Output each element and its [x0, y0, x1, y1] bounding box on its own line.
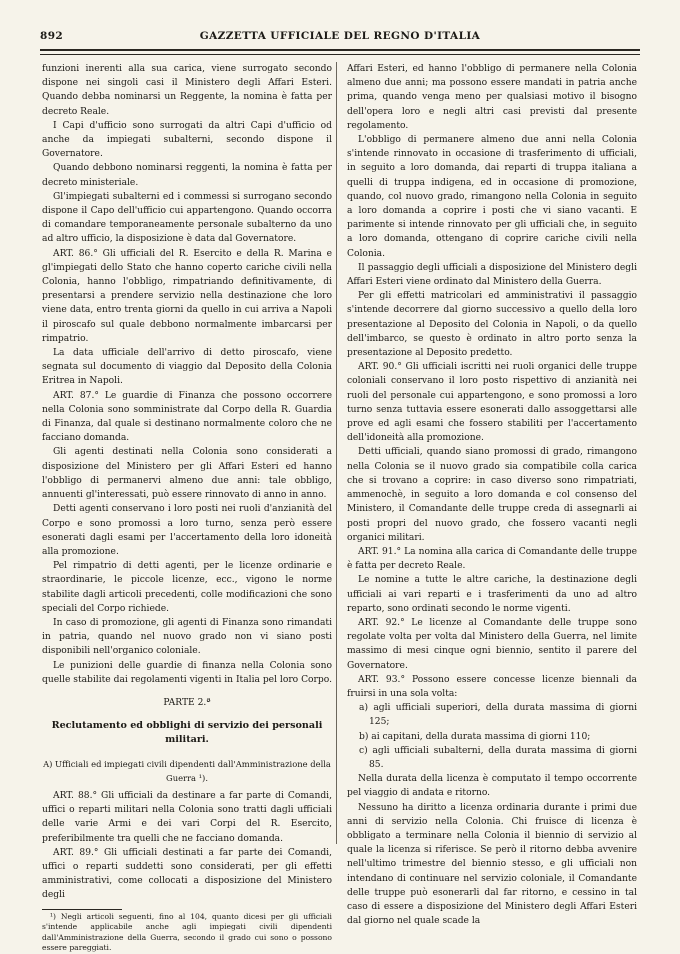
page-number: 892 — [40, 30, 64, 42]
paragraph: I Capi d'ufficio sono surrogati da altri Capi d'ufficio od anche da impiegati subalterni, secondo dispone il Governatore. — [42, 120, 332, 160]
paragraph: funzioni inerenti alla sua carica, viene surrogato secondo dispone nei singoli casi il Ministero degli Affari Esteri. Quando debba nominarsi un Reggente, la nomina è fatta per decreto Reale. — [42, 64, 332, 117]
article-91: ART. 91.° La nomina alla carica di Comandante delle truppe è fatta per decreto Reale. — [347, 546, 637, 572]
article-87: ART. 87.° Le guardie di Finanza che possono occorrere nella Colonia sono somministrate dal Corpo della R. Guardia di Finanza, dal quale si destinano normalmente coloro che ne facciano domanda. — [42, 390, 332, 444]
paragraph: In caso di promozione, gli agenti di Finanza sono rimandati in patria, quando nel nuovo grado non vi siano posti disponibili nell'organico coloniale. — [42, 617, 332, 657]
article-93: ART. 93.° Possono essere concesse licenze biennali da fruirsi in una sola volta: — [347, 674, 637, 699]
paragraph: Nella durata della licenza è computato il tempo occorrente pel viaggio di andata e ritorno. — [347, 774, 637, 799]
article-86: ART. 86.° Gli ufficiali del R. Esercito e della R. Marina e gl'impiegati dello Stato che hanno coperto cariche civili nella Colonia, hanno l'obbligo, rimpatriando definitivamente, di presentarsi a prendere servizio nella destinazione che loro viene data, entro trenta giorni da quello in cui arriva a Napoli il piroscafo sul quale debbono normalmente imbarcarsi per rimpatrio. — [42, 248, 332, 344]
footnote-rule — [42, 909, 122, 910]
footnote: ¹) Negli articoli seguenti, fino al 104, quanto dicesi per gli ufficiali s'intende applicabile anche agli impiegati civili dipendenti dall'Amministrazione della Guerra, secondo il grado cui sono o possono essere pareggiati. — [42, 911, 332, 953]
paragraph: Il passaggio degli ufficiali a disposizione del Ministero degli Affari Esteri viene ordinato dal Ministero della Guerra. — [347, 262, 637, 288]
paragraph: Per gli effetti matricolari ed amministrativi il passaggio s'intende decorrere dal giorno successivo a quello della loro presentazione al Deposito del Colonia in Napoli, o da quello dell'imbarco, se questo è ordinato in altro porto senza la presentazione al Deposito predetto. — [347, 291, 637, 359]
header-rule-thin — [40, 54, 640, 55]
part-title: PARTE 2.ª — [163, 697, 211, 708]
article-88: ART. 88.° Gli ufficiali da destinare a far parte di Comandi, uffici o reparti militari nella Colonia sono tratti dagli ufficiali delle varie Armi e dei vari Corpi del R. Esercito, preferibilmente tra quelli che ne facciano domanda. — [42, 790, 332, 844]
paragraph: Affari Esteri, ed hanno l'obbligo di permanere nella Colonia almeno due anni; ma possono essere mandati in patria anche prima, quando venga meno per qualsiasi motivo il bisogno dell'opera loro e negli altri casi previsti dal presente regolamento. — [347, 64, 637, 131]
paragraph: Gli agenti destinati nella Colonia sono considerati a disposizione del Ministero per gli Affari Esteri ed hanno l'obbligo di permanervi almeno due anni: tale obbligo, annuenti gl'interessati, può essere rinnovato di anno in anno. — [42, 447, 332, 501]
article-89: ART. 89.° Gli ufficiali destinati a far parte dei Comandi, uffici o reparti suddetti sono considerati, per gli effetti amministrativi, come collocati a disposizione del Ministero degli — [42, 847, 332, 901]
gazette-title: GAZZETTA UFFICIALE DEL REGNO D'ITALIA — [199, 30, 481, 42]
article-92: ART. 92.° Le licenze al Comandante delle truppe sono regolate volta per volta dal Ministero della Guerra, nel limite massimo di mesi cinque ogni biennio, sentito il parere del Governatore. — [347, 617, 637, 671]
paragraph: Pel rimpatrio di detti agenti, per le licenze ordinarie e straordinarie, le piccole licenze, ecc., vigono le norme stabilite dagli articoli precedenti, colle modificazioni che sono speciali del Corpo richiede. — [42, 561, 332, 614]
page-header — [40, 30, 640, 48]
left-column — [42, 62, 332, 954]
list-item: b) ai capitani, della durata massima di giorni 110; — [359, 731, 591, 742]
header-rule-thick — [40, 49, 640, 51]
paragraph: Detti agenti conservano i loro posti nei ruoli d'anzianità del Corpo e sono promossi a loro turno, senza però essere esonerati dagli esami per l'accertamento della loro idoneità alla promozione. — [42, 504, 332, 557]
paragraph: Detti ufficiali, quando siano promossi di grado, rimangono nella Colonia se il nuovo grado sia compatibile colla carica che si trovano a coprire: in caso diverso sono rimpatriati, ammenochè, in seguito a loro domanda e col consenso del Ministero, il Comandante delle truppe creda di assegnarli ai posti propri del nuovo grado, che fossero vacanti negli organici militari. — [347, 447, 637, 543]
section-title: Reclutamento ed obblighi di servizio dei personali militari. — [51, 720, 323, 746]
paragraph: Nessuno ha diritto a licenza ordinaria durante i primi due anni di servizio nella Colonia. Chi fruisce di licenza è obbligato a terminare nella Colonia il biennio di servizio al quale la licenza si riferisce. Se però il ritorno debba avvenire nell'ultimo trimestre del biennio stesso, e gli ufficiali non intendano di continuare nel servizio coloniale, il Comandante delle truppe può esonerarli dal far ritorno, e cessino in tal caso di essere a disposizione del Ministero degli Affari Esteri dal giorno nel quale scade la — [347, 802, 637, 927]
paragraph: Le nomine a tutte le altre cariche, la destinazione degli ufficiali ai vari reparti e i trasferimenti da uno ad altro reparto, sono ordinati secondo le norme vigenti. — [347, 575, 637, 614]
column-divider — [336, 62, 337, 844]
paragraph: Le punizioni delle guardie di finanza nella Colonia sono quelle stabilite dai regolamenti vigenti in Italia pel loro Corpo. — [42, 660, 332, 685]
article-90: ART. 90.° Gli ufficiali iscritti nei ruoli organici delle truppe coloniali conservano il loro posto rispettivo di anzianità nei ruoli del personale cui appartengono, e sono promossi a loro turno senza tuttavia essere esonerati dallo assoggettarsi alle prove ed agli esami che fossero stabiliti per l'accertamento dell'idoneità alla promozione. — [347, 362, 637, 444]
subsection-title: A) Ufficiali ed impiegati civili dipendenti dall'Amministrazione della Guerra ¹). — [43, 758, 331, 783]
paragraph: La data ufficiale dell'arrivo di detto piroscafo, viene segnata sul documento di viaggio dal Deposito della Colonia Eritrea in Napoli. — [42, 348, 332, 387]
paragraph: Gl'impiegati subalterni ed i commessi si surrogano secondo dispone il Capo dell'ufficio cui appartengono. Quando occorra di comandare temporaneamente personale subalterno da uno ad altro ufficio, la disposizione è data dal Governatore. — [42, 191, 332, 245]
right-column — [347, 62, 637, 928]
paragraph: Quando debbono nominarsi reggenti, la nomina è fatta per decreto ministeriale. — [42, 163, 332, 188]
paragraph: L'obbligo di permanere almeno due anni nella Colonia s'intende rinnovato in occasione di trasferimento di ufficiali, in seguito a loro domanda, dai reparti di truppa italiana a quelli di truppa indigena, ed in occasione di promozione, quando, col nuovo grado, rimangono nella Colonia in seguito a loro domanda a coprire i posti che vi siano vacanti. E parimente si intende rinnovato per gli ufficiali che, in seguito a loro domanda, ottengano di coprire cariche civili nella Colonia. — [347, 135, 637, 259]
list-item: c) agli ufficiali subalterni, della durata massima di giorni 85. — [359, 745, 637, 770]
list-item: a) agli ufficiali superiori, della durata massima di giorni 125; — [359, 703, 637, 728]
